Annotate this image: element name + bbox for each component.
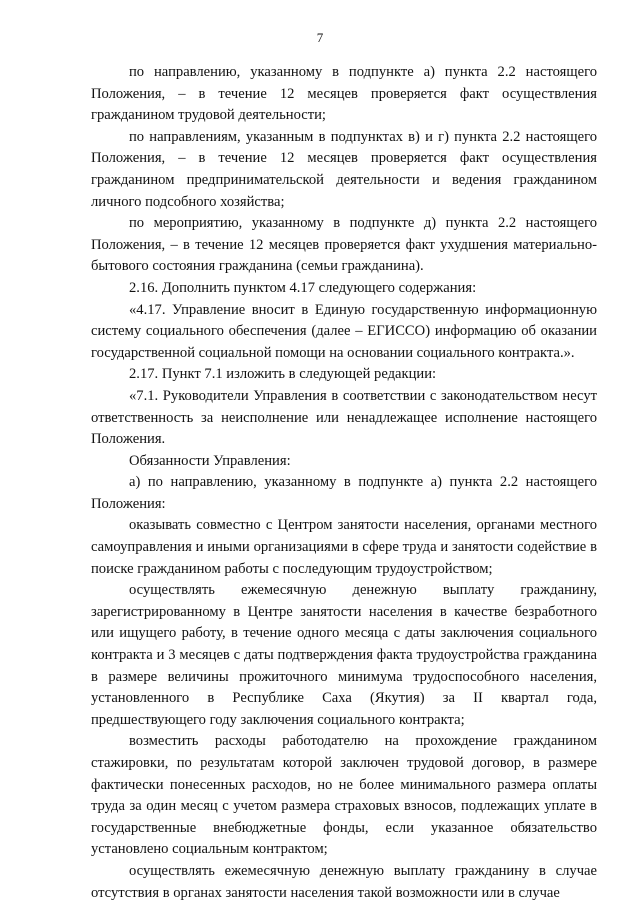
paragraph-11: осуществлять ежемесячную денежную выплату гражданину, зарегистрированному в Центре занятости населения в качестве безработного или ищущего работу, в течение одного месяца с даты заключения социального контракта и 3 месяцев с даты подтверждения факта трудоустройства гражданина в размере величины прожиточного минимума трудоспособного населения, установленного в Республике Саха (Якутия) за II квартал года, предшествующего году заключения социального контракта; [91,582,597,728]
paragraph-4: 2.16. Дополнить пунктом 4.17 следующего содержания: [129,279,477,296]
paragraph-3: по мероприятию, указанному в подпункте д) пункта 2.2 настоящего Положения, – в течение 12 месяцев проверяется факт ухудшения материально-бытового состояния гражданина (семьи гражданина). [91,215,597,275]
paragraph-2: по направлениям, указанным в подпунктах в) и г) пункта 2.2 настоящего Положения, – в течение 12 месяцев проверяется факт осуществления гражданином предпринимательской деятельности и ведения гражданином личного подсобного хозяйства; [91,128,597,210]
paragraph-6: 2.17. Пункт 7.1 изложить в следующей редакции: [129,366,437,383]
paragraph-12: возместить расходы работодателю на прохождение гражданином стажировки, по результатам которой заключен трудовой договор, в размере фактически понесенных расходов, но не более минимального размера оплаты труда за один месяц с учетом размера страховых взносов, подлежащих уплате в государственные внебюджетные фонды, если указанное обязательство установлено социальным контрактом; [91,733,597,858]
paragraph-8: Обязанности Управления: [129,452,291,469]
paragraph-9: а) по направлению, указанному в подпункте а) пункта 2.2 настоящего Положения: [91,474,597,512]
paragraph-10: оказывать совместно с Центром занятости населения, органами местного самоуправления и иными организациями в сфере труда и занятости содействие в поиске гражданином работы с последующим трудоустройством; [91,517,597,577]
document-body [91,62,597,904]
paragraph-1: по направлению, указанному в подпункте а) пункта 2.2 настоящего Положения, – в течение 12 месяцев проверяется факт осуществления гражданином трудовой деятельности; [91,64,597,124]
paragraph-13: осуществлять ежемесячную денежную выплату гражданину в случае отсутствия в органах занятости населения такой возможности или в случае [91,862,597,901]
page-number: 7 [316,30,324,45]
paragraph-7: «7.1. Руководители Управления в соответствии с законодательством несут ответственность за неисполнение или ненадлежащее исполнение настоящего Положения. [91,387,597,448]
paragraph-5: «4.17. Управление вносит в Единую государственную информационную систему социального обеспечения (далее – ЕГИССО) информацию об оказании государственной социальной помощи на основании социального контракта.». [91,301,597,361]
